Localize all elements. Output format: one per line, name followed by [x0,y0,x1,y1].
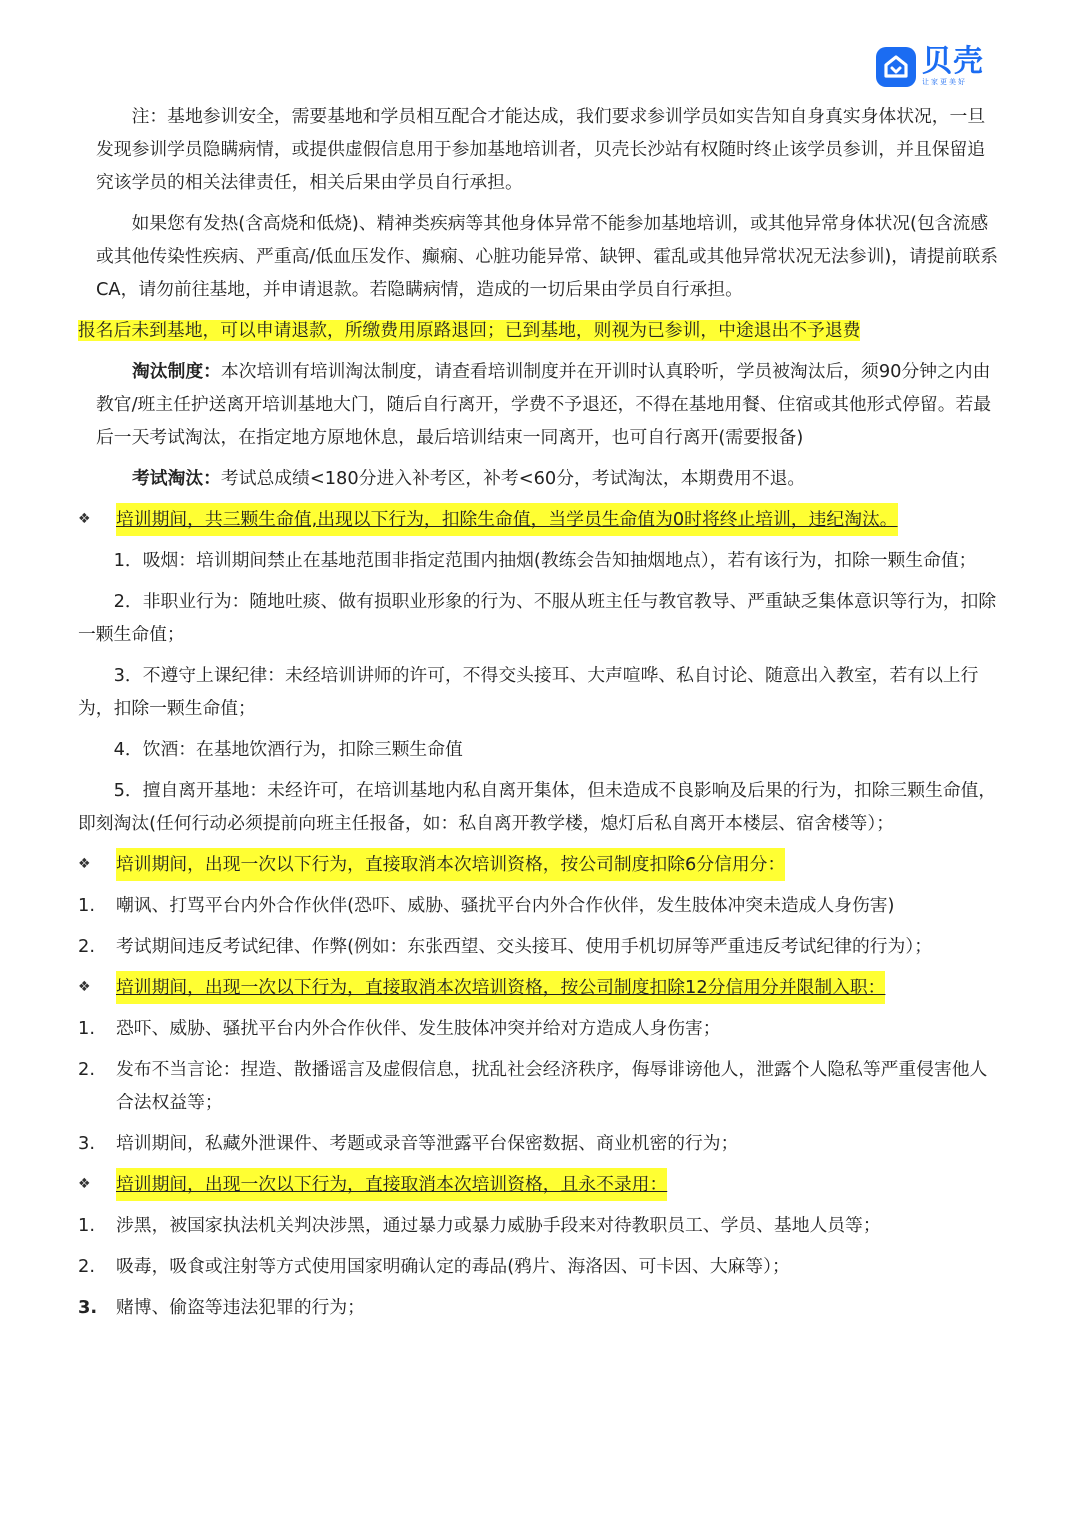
list-item [78,1250,998,1283]
list-item [78,1209,998,1242]
refund-paragraph [78,314,998,347]
section-title: 培训期间，出现一次以下行为，直接取消本次培训资格，且永不录用： [116,1168,667,1201]
list-text: 考试期间违反考试纪律、作弊(例如：东张西望、交头接耳、使用手机切屏等严重违反考试纪律的行为）； [116,936,932,957]
list-number: 1. [78,1215,95,1236]
list-item [78,889,998,922]
list-text: 恐吓、威胁、骚扰平台内外合作伙伴、发生肢体冲突并给对方造成人身伤害； [116,1018,721,1039]
diamond-bullet-icon: ❖ [78,856,91,872]
list-item [78,1012,998,1045]
list-item [78,930,998,963]
rule-item: 3．不遵守上课纪律：未经培训讲师的许可，不得交头接耳、大声喧哗、私自讨论、随意出入教室，若有以上行为，扣除一颗生命值； [78,665,979,719]
section-heading [78,1168,998,1201]
rule-item: 5．擅自离开基地：未经许可，在培训基地内私自离开集体，但未造成不良影响及后果的行为，扣除三颗生命值，即刻淘汰(任何行动必须提前向班主任报备，如：私自离开教学楼，熄灯后私自离开本楼层、宿舍楼等）； [78,780,997,834]
exam-paragraph [78,462,998,495]
list-number: 2. [78,936,95,957]
elimination-text: 本次培训有培训淘汰制度，请查看培训制度并在开训时认真聆听，学员被淘汰后，须90分钟之内由教官/班主任护送离开培训基地大门，随后自行离开，学费不予退还，不得在基地用餐、住宿或其他形式停留。若最后一天考试淘汰，在指定地方原地休息，最后培训结束一同离开，也可自行离开(需要报备) [96,361,992,448]
elimination-paragraph [78,355,998,454]
section-heading [78,971,998,1004]
list-number: 1. [78,1018,95,1039]
exam-text: 考试总成绩<180分进入补考区，补考<60分，考试淘汰，本期费用不退。 [220,468,806,489]
diamond-bullet-icon: ❖ [78,511,91,527]
section-title: 培训期间，出现一次以下行为，直接取消本次培训资格，按公司制度扣除6分信用分： [116,848,785,881]
exam-label: 考试淘汰： [132,468,221,489]
list-number: 3. [78,1133,95,1154]
rule-item: 2．非职业行为：随地吐痰、做有损职业形象的行为、不服从班主任与教官教导、严重缺乏集体意识等行为，扣除一颗生命值； [78,591,997,645]
list-text: 发布不当言论：捏造、散播谣言及虚假信息，扰乱社会经济秩序，侮辱诽谤他人，泄露个人隐私等严重侵害他人合法权益等； [116,1059,988,1113]
beike-logo [876,46,984,87]
list-text: 涉黑，被国家执法机关判决涉黑，通过暴力或暴力威胁手段来对待教职员工、学员、基地人员等； [116,1215,881,1236]
section-title: 培训期间，出现一次以下行为，直接取消本次培训资格，按公司制度扣除12分信用分并限制入职： [116,971,885,1004]
list-number: 2. [78,1059,95,1080]
section-title: 培训期间，共三颗生命值,出现以下行为，扣除生命值，当学员生命值为0时将终止培训，违纪淘汰。 [116,503,898,536]
rule-item: 1．吸烟：培训期间禁止在基地范围非指定范围内抽烟(教练会告知抽烟地点），若有该行为，扣除一颗生命值； [113,550,977,571]
elimination-label: 淘汰制度： [132,361,221,382]
section-heading [78,848,998,881]
list-text: 嘲讽、打骂平台内外合作伙伴(恐吓、威胁、骚扰平台内外合作伙伴，发生肢体冲突未造成人身伤害) [116,895,895,916]
section-heading [78,503,998,536]
document-body [78,100,998,1324]
list-number: 3. [78,1297,98,1318]
list-text: 吸毒，吸食或注射等方式使用国家明确认定的毒品(鸦片、海洛因、可卡因、大麻等）； [116,1256,790,1277]
note-paragraph: 注：基地参训安全，需要基地和学员相互配合才能达成，我们要求参训学员如实告知自身真实身体状况，一旦发现参训学员隐瞒病情，或提供虚假信息用于参加基地培训者，贝壳长沙站有权随时终止该学员参训，并且保留追究该学员的相关法律责任，相关后果由学员自行承担。 [96,106,986,193]
diamond-bullet-icon: ❖ [78,1176,91,1192]
list-number: 2. [78,1256,95,1277]
rule-item: 4．饮酒：在基地饮酒行为，扣除三颗生命值 [113,739,463,760]
list-item [78,1291,998,1324]
list-item [78,1127,998,1160]
list-text: 赌博、偷盗等违法犯罪的行为； [116,1297,365,1318]
logo-name: 贝壳 [922,44,984,79]
list-item [78,1053,998,1119]
logo-tagline: 让家更美好 [922,78,967,86]
refund-text: 报名后未到基地，可以申请退款，所缴费用原路退回；已到基地，则视为已参训，中途退出不予退费 [78,320,861,341]
diamond-bullet-icon: ❖ [78,979,91,995]
list-text: 培训期间，私藏外泄课件、考题或录音等泄露平台保密数据、商业机密的行为； [116,1133,739,1154]
house-icon [876,47,916,87]
fever-paragraph: 如果您有发热(含高烧和低烧)、精神类疾病等其他身体异常不能参加基地培训，或其他异常身体状况(包含流感或其他传染性疾病、严重高/低血压发作、癫痫、心脏功能异常、缺钾、霍乱或其他异常状况无法参训)，请提前联系CA，请勿前往基地，并申请退款。若隐瞒病情，造成的一切后果由学员自行承担。 [96,213,998,300]
list-number: 1. [78,895,95,916]
